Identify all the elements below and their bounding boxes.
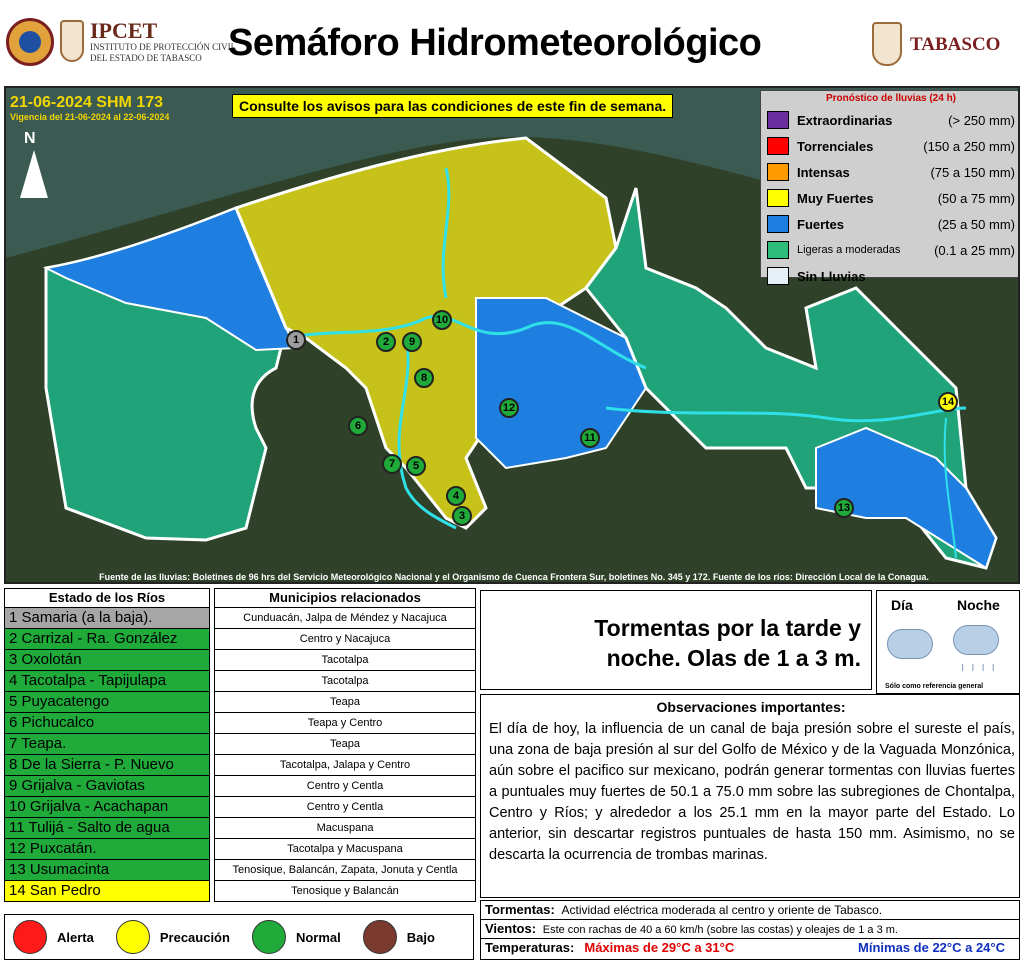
storms-row [480, 900, 1020, 920]
river-row: 13 Usumacinta [4, 860, 210, 881]
municipio-row: Teapa [214, 734, 476, 755]
municipio-row: Centro y Nacajuca [214, 629, 476, 650]
municipio-row: Macuspana [214, 818, 476, 839]
status-label: Alerta [57, 929, 94, 945]
storms-text: Actividad eléctrica moderada al centro y oriente de Tabasco. [561, 903, 883, 917]
forecast-map [4, 86, 1020, 584]
municipio-row: Centro y Centla [214, 776, 476, 797]
legend-range: (150 a 250 mm) [923, 138, 1015, 154]
legend-swatch [767, 137, 789, 155]
rain-legend-title: Pronóstico de lluvias (24 h) [825, 93, 957, 104]
legend-range: (25 a 50 mm) [937, 216, 1015, 232]
icon-note: Sólo como referencia general [885, 683, 984, 690]
validity-text: Vigencia del 21-06-2024 al 22-06-2024 [10, 112, 170, 122]
status-legend [4, 914, 474, 960]
observations-title: Observaciones importantes: [656, 699, 846, 715]
temps-row [480, 938, 1020, 960]
legend-name: Torrenciales [797, 138, 874, 154]
river-row: 7 Teapa. [4, 734, 210, 755]
municipio-row: Tenosique, Balancán, Zapata, Jonuta y Centla [214, 860, 476, 881]
header [0, 0, 1024, 84]
river-row: 5 Puyacatengo [4, 692, 210, 713]
legend-range: (75 a 150 mm) [930, 164, 1015, 180]
municipios-header: Municipios relacionados [214, 588, 476, 608]
river-row: 9 Grijalva - Gaviotas [4, 776, 210, 797]
river-status-table [4, 588, 210, 902]
north-label: N [24, 130, 36, 147]
river-station-marker: 4 [446, 486, 466, 506]
status-label: Precaución [159, 929, 230, 945]
tabasco-shield-logo [872, 22, 902, 66]
legend-item [767, 133, 1015, 159]
legend-swatch [767, 215, 789, 233]
night-label: Noche [957, 597, 1000, 613]
river-row: 1 Samaria (a la baja). [4, 608, 210, 629]
legend-name: Sin Lluvias [797, 268, 866, 284]
observations-body: El día de hoy, la influencia de un canal de baja presión sobre el sureste el país, una zona de baja presión al sur del Golfo de México y de la Vaguada Monzónica, aún sobre el pacifico sur mexicano, podrán generar tormentas con lluvias fuertes a puntuales muy fuertes de 50.1 a 75.0 mm sobre las subregiones de Chontalpa, Centro y Ríos; y alrededor a los 25.1 mm en la mayor parte del Estado. Lo anterior, sin descartar registros puntuales de hasta 150 mm. Asimismo, no se descarta la ocurrencia de trombas marinas. [489, 721, 1015, 863]
org-name: IPCET [90, 18, 158, 43]
org-subtitle: INSTITUTO DE PROTECCIÓN CIVIL DEL ESTADO DE TABASCO [90, 42, 236, 63]
municipio-row: Cunduacán, Jalpa de Méndez y Nacajuca [214, 608, 476, 629]
municipio-row: Tenosique y Balancán [214, 881, 476, 902]
river-station-marker: 6 [348, 416, 368, 436]
river-row: 11 Tulijá - Salto de agua [4, 818, 210, 839]
status-dot-icon [116, 920, 150, 954]
river-station-marker: 13 [834, 498, 854, 518]
storms-label: Tormentas: [485, 902, 555, 917]
river-row: 8 De la Sierra - P. Nuevo [4, 755, 210, 776]
raindrops-icon: ╷╷╷╷ [959, 657, 1000, 671]
forecast-headline-box [480, 590, 872, 690]
river-row: 6 Pichucalco [4, 713, 210, 734]
rain-night-icon [953, 625, 999, 655]
forecast-headline-line-1: Tormentas por la tarde y [594, 615, 861, 641]
municipio-row: Tacotalpa [214, 671, 476, 692]
river-row: 3 Oxolotán [4, 650, 210, 671]
river-station-marker: 3 [452, 506, 472, 526]
legend-range: (> 250 mm) [948, 112, 1015, 128]
legend-range: (0.1 a 25 mm) [934, 242, 1015, 258]
river-station-marker: 7 [382, 454, 402, 474]
river-station-marker: 14 [938, 392, 958, 412]
winds-row [480, 919, 1020, 939]
temps-label: Temperaturas: [485, 940, 575, 955]
ipcet-shield-logo [60, 20, 84, 62]
river-station-marker: 5 [406, 456, 426, 476]
proteccion-civil-logo [6, 18, 54, 66]
north-arrow-icon [20, 150, 48, 198]
river-row: 4 Tacotalpa - Tapijulapa [4, 671, 210, 692]
river-row: 14 San Pedro [4, 881, 210, 902]
weekend-notice: Consulte los avisos para las condiciones de este fin de semana. [232, 94, 673, 118]
status-label: Bajo [406, 929, 435, 945]
legend-item [767, 211, 1015, 237]
legend-swatch [767, 163, 789, 181]
legend-name: Fuertes [797, 216, 844, 232]
day-label: Día [891, 597, 913, 613]
river-station-marker: 9 [402, 332, 422, 352]
river-row: 2 Carrizal - Ra. González [4, 629, 210, 650]
cloudy-day-icon [887, 629, 933, 659]
legend-range: (50 a 75 mm) [937, 190, 1015, 206]
forecast-headline-line-2: noche. Olas de 1 a 3 m. [606, 645, 861, 671]
temps-max: Máximas de 29°C a 31°C [584, 940, 735, 955]
river-station-marker: 11 [580, 428, 600, 448]
legend-name: Muy Fuertes [797, 190, 874, 206]
source-note: Fuente de las lluvias: Boletines de 96 hrs del Servicio Meteorológico Nacional y el Organismo de Cuenca Frontera Sur, boletines No. 345 y 172. Fuente de los ríos: Dirección Local de la Conagua. [99, 572, 929, 582]
river-station-marker: 12 [499, 398, 519, 418]
municipio-row: Centro y Centla [214, 797, 476, 818]
municipio-row: Teapa y Centro [214, 713, 476, 734]
legend-swatch [767, 241, 789, 259]
river-station-marker: 8 [414, 368, 434, 388]
legend-name: Ligeras a moderadas [797, 244, 901, 256]
rain-legend [760, 90, 1020, 284]
status-dot-icon [363, 920, 397, 954]
bulletin-id: 21-06-2024 SHM 173 [10, 94, 163, 111]
state-name: TABASCO [910, 34, 1001, 55]
municipio-row: Tacotalpa [214, 650, 476, 671]
observations-box [480, 694, 1020, 898]
temps-min: Mínimas de 22°C a 24°C [858, 940, 1005, 955]
weather-icons-box [876, 590, 1020, 694]
legend-swatch [767, 111, 789, 129]
legend-item [767, 159, 1015, 185]
municipio-row: Tacotalpa y Macuspana [214, 839, 476, 860]
river-row: 10 Grijalva - Acachapan [4, 797, 210, 818]
legend-swatch [767, 189, 789, 207]
municipios-table [214, 588, 476, 902]
legend-name: Extraordinarias [797, 112, 893, 128]
legend-item [767, 185, 1015, 211]
forecast-headline [491, 613, 861, 673]
status-dot-icon [13, 920, 47, 954]
river-station-marker: 1 [286, 330, 306, 350]
legend-item [767, 237, 1015, 263]
status-dot-icon [252, 920, 286, 954]
municipio-row: Teapa [214, 692, 476, 713]
page-title: Semáforo Hidrometeorológico [228, 22, 762, 64]
municipio-row: Tacotalpa, Jalapa y Centro [214, 755, 476, 776]
legend-item [767, 107, 1015, 133]
river-station-marker: 10 [432, 310, 452, 330]
status-label: Normal [295, 929, 341, 945]
winds-text: Este con rachas de 40 a 60 km/h (sobre las costas) y oleajes de 1 a 3 m. [542, 924, 898, 936]
legend-item [767, 263, 1015, 289]
river-table-header: Estado de los Ríos [4, 588, 210, 608]
legend-name: Intensas [797, 164, 850, 180]
legend-swatch [767, 267, 789, 285]
winds-label: Vientos: [485, 921, 537, 936]
river-station-marker: 2 [376, 332, 396, 352]
river-row: 12 Puxcatán. [4, 839, 210, 860]
